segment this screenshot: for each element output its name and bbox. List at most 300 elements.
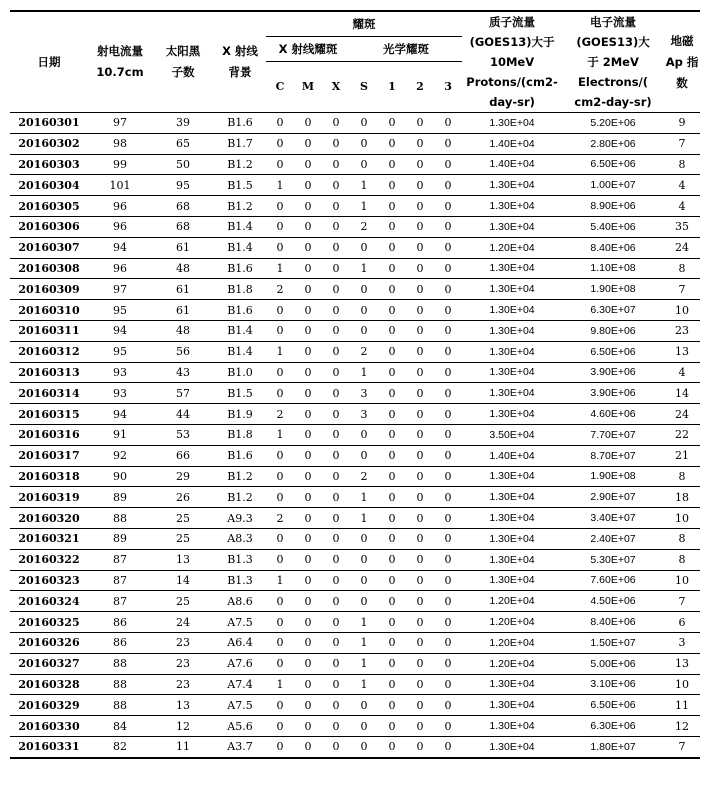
cell-flare-2: 0 xyxy=(406,695,434,716)
cell-proton-flux: 1.40E+04 xyxy=(462,154,562,175)
cell-flare-m: 0 xyxy=(294,424,322,445)
cell-flare-m: 0 xyxy=(294,736,322,757)
cell-electron-flux: 6.50E+06 xyxy=(562,695,664,716)
cell-electron-flux: 1.90E+08 xyxy=(562,279,664,300)
cell-flare-c: 0 xyxy=(266,612,294,633)
cell-flare-3: 0 xyxy=(434,424,462,445)
cell-flare-c: 0 xyxy=(266,487,294,508)
cell-electron-flux: 8.40E+06 xyxy=(562,612,664,633)
cell-flare-2: 0 xyxy=(406,300,434,321)
cell-radio-flux: 95 xyxy=(88,341,152,362)
cell-ap-index: 21 xyxy=(664,445,700,466)
cell-ap-index: 7 xyxy=(664,591,700,612)
cell-flare-x: 0 xyxy=(322,404,350,425)
cell-flare-c: 0 xyxy=(266,154,294,175)
cell-radio-flux: 94 xyxy=(88,237,152,258)
cell-flare-s: 0 xyxy=(350,591,378,612)
header-col-1: 1 xyxy=(378,61,406,112)
cell-proton-flux: 1.20E+04 xyxy=(462,591,562,612)
cell-electron-flux: 7.60E+06 xyxy=(562,570,664,591)
cell-flare-s: 2 xyxy=(350,466,378,487)
cell-sunspots: 61 xyxy=(152,279,214,300)
cell-xray-background: B1.6 xyxy=(214,258,266,279)
cell-radio-flux: 95 xyxy=(88,300,152,321)
cell-flare-x: 0 xyxy=(322,695,350,716)
cell-flare-2: 0 xyxy=(406,424,434,445)
cell-sunspots: 12 xyxy=(152,716,214,737)
header-ap-line3: 数 xyxy=(676,75,688,90)
cell-xray-background: B1.6 xyxy=(214,445,266,466)
cell-sunspots: 56 xyxy=(152,341,214,362)
cell-ap-index: 7 xyxy=(664,133,700,154)
cell-date: 20160315 xyxy=(10,404,88,425)
cell-sunspots: 50 xyxy=(152,154,214,175)
cell-xray-background: B1.6 xyxy=(214,113,266,134)
cell-ap-index: 10 xyxy=(664,570,700,591)
cell-date: 20160326 xyxy=(10,632,88,653)
cell-date: 20160329 xyxy=(10,695,88,716)
cell-xray-background: A3.7 xyxy=(214,736,266,757)
header-sunspots xyxy=(152,11,214,113)
cell-ap-index: 14 xyxy=(664,383,700,404)
cell-flare-s: 0 xyxy=(350,695,378,716)
cell-sunspots: 23 xyxy=(152,653,214,674)
cell-date: 20160325 xyxy=(10,612,88,633)
cell-proton-flux: 1.30E+04 xyxy=(462,362,562,383)
cell-date: 20160317 xyxy=(10,445,88,466)
cell-flare-m: 0 xyxy=(294,258,322,279)
cell-sunspots: 14 xyxy=(152,570,214,591)
cell-radio-flux: 88 xyxy=(88,653,152,674)
cell-flare-s: 0 xyxy=(350,528,378,549)
cell-flare-s: 0 xyxy=(350,133,378,154)
header-col-3: 3 xyxy=(434,61,462,112)
cell-flare-c: 1 xyxy=(266,341,294,362)
cell-flare-c: 0 xyxy=(266,445,294,466)
cell-sunspots: 13 xyxy=(152,695,214,716)
table-row xyxy=(10,632,700,653)
cell-flare-c: 0 xyxy=(266,237,294,258)
cell-flare-1: 0 xyxy=(378,216,406,237)
cell-flare-2: 0 xyxy=(406,341,434,362)
cell-flare-3: 0 xyxy=(434,133,462,154)
table-row xyxy=(10,487,700,508)
table-row xyxy=(10,341,700,362)
cell-sunspots: 23 xyxy=(152,632,214,653)
cell-proton-flux: 1.40E+04 xyxy=(462,133,562,154)
header-ap-index xyxy=(664,11,700,113)
cell-flare-3: 0 xyxy=(434,258,462,279)
cell-radio-flux: 96 xyxy=(88,196,152,217)
header-date: 日期 xyxy=(10,11,88,113)
table-row xyxy=(10,445,700,466)
header-ap-line1: 地磁 xyxy=(670,33,694,48)
cell-sunspots: 26 xyxy=(152,487,214,508)
cell-ap-index: 4 xyxy=(664,175,700,196)
cell-flare-3: 0 xyxy=(434,716,462,737)
cell-xray-background: B1.2 xyxy=(214,154,266,175)
cell-flare-m: 0 xyxy=(294,196,322,217)
cell-flare-m: 0 xyxy=(294,716,322,737)
cell-xray-background: A6.4 xyxy=(214,632,266,653)
cell-radio-flux: 92 xyxy=(88,445,152,466)
cell-proton-flux: 1.30E+04 xyxy=(462,695,562,716)
cell-radio-flux: 101 xyxy=(88,175,152,196)
cell-electron-flux: 2.40E+07 xyxy=(562,528,664,549)
cell-flare-c: 2 xyxy=(266,508,294,529)
cell-flare-c: 0 xyxy=(266,300,294,321)
cell-flare-2: 0 xyxy=(406,591,434,612)
cell-date: 20160301 xyxy=(10,113,88,134)
cell-sunspots: 48 xyxy=(152,258,214,279)
header-electron-line1: 电子流量 xyxy=(590,15,637,29)
cell-flare-s: 0 xyxy=(350,549,378,570)
cell-sunspots: 57 xyxy=(152,383,214,404)
cell-electron-flux: 5.00E+06 xyxy=(562,653,664,674)
cell-flare-2: 0 xyxy=(406,175,434,196)
cell-electron-flux: 1.80E+07 xyxy=(562,736,664,757)
cell-flare-x: 0 xyxy=(322,674,350,695)
cell-flare-3: 0 xyxy=(434,113,462,134)
cell-proton-flux: 1.30E+04 xyxy=(462,383,562,404)
cell-ap-index: 8 xyxy=(664,154,700,175)
cell-electron-flux: 3.40E+07 xyxy=(562,508,664,529)
cell-flare-m: 0 xyxy=(294,570,322,591)
cell-flare-3: 0 xyxy=(434,736,462,757)
cell-xray-background: A7.4 xyxy=(214,674,266,695)
cell-flare-m: 0 xyxy=(294,133,322,154)
cell-ap-index: 11 xyxy=(664,695,700,716)
cell-flare-c: 0 xyxy=(266,549,294,570)
cell-flare-s: 1 xyxy=(350,487,378,508)
cell-flare-2: 0 xyxy=(406,196,434,217)
cell-sunspots: 44 xyxy=(152,404,214,425)
cell-flare-x: 0 xyxy=(322,362,350,383)
cell-proton-flux: 1.20E+04 xyxy=(462,653,562,674)
cell-flare-c: 2 xyxy=(266,404,294,425)
cell-flare-s: 2 xyxy=(350,341,378,362)
cell-flare-3: 0 xyxy=(434,175,462,196)
cell-flare-s: 0 xyxy=(350,300,378,321)
cell-proton-flux: 1.30E+04 xyxy=(462,716,562,737)
cell-flare-3: 0 xyxy=(434,237,462,258)
header-xray-bg-line2: 背景 xyxy=(228,65,252,79)
cell-flare-x: 0 xyxy=(322,237,350,258)
cell-date: 20160322 xyxy=(10,549,88,570)
cell-flare-1: 0 xyxy=(378,237,406,258)
cell-flare-1: 0 xyxy=(378,362,406,383)
cell-date: 20160320 xyxy=(10,508,88,529)
cell-flare-1: 0 xyxy=(378,341,406,362)
cell-flare-m: 0 xyxy=(294,466,322,487)
cell-flare-x: 0 xyxy=(322,591,350,612)
cell-flare-1: 0 xyxy=(378,570,406,591)
cell-radio-flux: 99 xyxy=(88,154,152,175)
cell-proton-flux: 1.30E+04 xyxy=(462,113,562,134)
cell-flare-m: 0 xyxy=(294,508,322,529)
cell-flare-3: 0 xyxy=(434,695,462,716)
cell-date: 20160313 xyxy=(10,362,88,383)
cell-ap-index: 13 xyxy=(664,653,700,674)
cell-flare-s: 3 xyxy=(350,404,378,425)
cell-xray-background: B1.4 xyxy=(214,341,266,362)
cell-electron-flux: 2.90E+07 xyxy=(562,487,664,508)
cell-proton-flux: 1.30E+04 xyxy=(462,196,562,217)
cell-flare-2: 0 xyxy=(406,528,434,549)
cell-flare-2: 0 xyxy=(406,362,434,383)
cell-flare-2: 0 xyxy=(406,466,434,487)
cell-ap-index: 22 xyxy=(664,424,700,445)
cell-flare-m: 0 xyxy=(294,154,322,175)
cell-flare-x: 0 xyxy=(322,383,350,404)
table-row xyxy=(10,175,700,196)
cell-proton-flux: 1.30E+04 xyxy=(462,258,562,279)
cell-sunspots: 53 xyxy=(152,424,214,445)
cell-ap-index: 8 xyxy=(664,528,700,549)
table-row xyxy=(10,383,700,404)
cell-date: 20160321 xyxy=(10,528,88,549)
cell-electron-flux: 4.60E+06 xyxy=(562,404,664,425)
cell-ap-index: 8 xyxy=(664,258,700,279)
cell-flare-3: 0 xyxy=(434,404,462,425)
header-radio-flux-line1: 射电流量 xyxy=(97,44,143,58)
cell-electron-flux: 2.80E+06 xyxy=(562,133,664,154)
cell-radio-flux: 87 xyxy=(88,549,152,570)
cell-proton-flux: 1.30E+04 xyxy=(462,279,562,300)
table-row xyxy=(10,320,700,341)
cell-flare-3: 0 xyxy=(434,612,462,633)
cell-flare-x: 0 xyxy=(322,196,350,217)
cell-proton-flux: 1.30E+04 xyxy=(462,549,562,570)
cell-flare-3: 0 xyxy=(434,674,462,695)
cell-flare-c: 0 xyxy=(266,320,294,341)
cell-flare-x: 0 xyxy=(322,528,350,549)
cell-ap-index: 18 xyxy=(664,487,700,508)
cell-flare-c: 1 xyxy=(266,570,294,591)
header-electron-line5: cm2-day-sr) xyxy=(574,95,652,109)
cell-date: 20160310 xyxy=(10,300,88,321)
cell-flare-s: 2 xyxy=(350,216,378,237)
cell-flare-3: 0 xyxy=(434,279,462,300)
cell-flare-s: 0 xyxy=(350,445,378,466)
cell-xray-background: B1.2 xyxy=(214,466,266,487)
cell-flare-2: 0 xyxy=(406,445,434,466)
cell-xray-background: A7.6 xyxy=(214,653,266,674)
cell-flare-1: 0 xyxy=(378,175,406,196)
cell-flare-m: 0 xyxy=(294,674,322,695)
cell-radio-flux: 96 xyxy=(88,258,152,279)
cell-flare-1: 0 xyxy=(378,736,406,757)
cell-flare-x: 0 xyxy=(322,341,350,362)
cell-proton-flux: 1.30E+04 xyxy=(462,674,562,695)
cell-flare-x: 0 xyxy=(322,612,350,633)
table-row xyxy=(10,279,700,300)
cell-flare-x: 0 xyxy=(322,175,350,196)
cell-xray-background: A7.5 xyxy=(214,695,266,716)
cell-electron-flux: 5.30E+07 xyxy=(562,549,664,570)
cell-flare-c: 0 xyxy=(266,113,294,134)
cell-xray-background: B1.5 xyxy=(214,383,266,404)
cell-electron-flux: 5.20E+06 xyxy=(562,113,664,134)
cell-flare-s: 1 xyxy=(350,674,378,695)
cell-ap-index: 7 xyxy=(664,279,700,300)
cell-ap-index: 35 xyxy=(664,216,700,237)
table-row xyxy=(10,133,700,154)
cell-flare-1: 0 xyxy=(378,300,406,321)
cell-flare-3: 0 xyxy=(434,528,462,549)
cell-ap-index: 12 xyxy=(664,716,700,737)
cell-xray-background: A5.6 xyxy=(214,716,266,737)
cell-flare-1: 0 xyxy=(378,279,406,300)
cell-electron-flux: 3.10E+06 xyxy=(562,674,664,695)
table-row xyxy=(10,549,700,570)
cell-flare-1: 0 xyxy=(378,320,406,341)
cell-date: 20160327 xyxy=(10,653,88,674)
cell-proton-flux: 1.30E+04 xyxy=(462,320,562,341)
header-proton-line3: 10MeV xyxy=(489,55,535,69)
cell-flare-x: 0 xyxy=(322,300,350,321)
cell-date: 20160302 xyxy=(10,133,88,154)
cell-proton-flux: 3.50E+04 xyxy=(462,424,562,445)
cell-date: 20160304 xyxy=(10,175,88,196)
cell-date: 20160324 xyxy=(10,591,88,612)
cell-electron-flux: 4.50E+06 xyxy=(562,591,664,612)
cell-xray-background: A8.6 xyxy=(214,591,266,612)
cell-flare-2: 0 xyxy=(406,612,434,633)
cell-flare-x: 0 xyxy=(322,258,350,279)
cell-sunspots: 23 xyxy=(152,674,214,695)
cell-flare-x: 0 xyxy=(322,570,350,591)
cell-electron-flux: 1.50E+07 xyxy=(562,632,664,653)
header-xray-background xyxy=(214,11,266,113)
cell-sunspots: 43 xyxy=(152,362,214,383)
cell-xray-background: A7.5 xyxy=(214,612,266,633)
cell-xray-background: B1.0 xyxy=(214,362,266,383)
cell-flare-s: 1 xyxy=(350,362,378,383)
cell-radio-flux: 90 xyxy=(88,466,152,487)
cell-flare-2: 0 xyxy=(406,487,434,508)
cell-flare-1: 0 xyxy=(378,528,406,549)
cell-date: 20160323 xyxy=(10,570,88,591)
cell-flare-1: 0 xyxy=(378,258,406,279)
cell-sunspots: 61 xyxy=(152,300,214,321)
cell-date: 20160312 xyxy=(10,341,88,362)
cell-flare-2: 0 xyxy=(406,237,434,258)
cell-ap-index: 9 xyxy=(664,113,700,134)
cell-ap-index: 24 xyxy=(664,404,700,425)
cell-flare-2: 0 xyxy=(406,383,434,404)
cell-flare-c: 1 xyxy=(266,258,294,279)
cell-flare-1: 0 xyxy=(378,424,406,445)
cell-flare-x: 0 xyxy=(322,445,350,466)
header-radio-flux xyxy=(88,11,152,113)
cell-flare-s: 0 xyxy=(350,237,378,258)
cell-proton-flux: 1.30E+04 xyxy=(462,404,562,425)
cell-ap-index: 13 xyxy=(664,341,700,362)
cell-flare-1: 0 xyxy=(378,196,406,217)
cell-sunspots: 25 xyxy=(152,591,214,612)
table-row xyxy=(10,653,700,674)
cell-flare-2: 0 xyxy=(406,404,434,425)
cell-date: 20160330 xyxy=(10,716,88,737)
cell-flare-3: 0 xyxy=(434,632,462,653)
cell-flare-m: 0 xyxy=(294,320,322,341)
cell-flare-2: 0 xyxy=(406,113,434,134)
cell-flare-2: 0 xyxy=(406,674,434,695)
header-electron-line3: 于 2MeV xyxy=(587,55,639,69)
cell-date: 20160319 xyxy=(10,487,88,508)
cell-flare-1: 0 xyxy=(378,695,406,716)
cell-flare-3: 0 xyxy=(434,487,462,508)
cell-flare-m: 0 xyxy=(294,216,322,237)
cell-flare-s: 0 xyxy=(350,736,378,757)
cell-proton-flux: 1.30E+04 xyxy=(462,300,562,321)
cell-flare-2: 0 xyxy=(406,716,434,737)
cell-flare-c: 0 xyxy=(266,736,294,757)
cell-flare-m: 0 xyxy=(294,487,322,508)
cell-electron-flux: 8.40E+06 xyxy=(562,237,664,258)
cell-flare-3: 0 xyxy=(434,216,462,237)
table-row xyxy=(10,196,700,217)
header-col-2: 2 xyxy=(406,61,434,112)
cell-radio-flux: 86 xyxy=(88,612,152,633)
cell-flare-1: 0 xyxy=(378,445,406,466)
cell-flare-c: 0 xyxy=(266,196,294,217)
cell-electron-flux: 7.70E+07 xyxy=(562,424,664,445)
cell-ap-index: 10 xyxy=(664,674,700,695)
cell-flare-2: 0 xyxy=(406,653,434,674)
cell-flare-c: 2 xyxy=(266,279,294,300)
cell-flare-3: 0 xyxy=(434,300,462,321)
cell-xray-background: B1.3 xyxy=(214,549,266,570)
cell-flare-s: 1 xyxy=(350,632,378,653)
cell-flare-x: 0 xyxy=(322,736,350,757)
cell-flare-2: 0 xyxy=(406,154,434,175)
cell-proton-flux: 1.20E+04 xyxy=(462,632,562,653)
cell-flare-m: 0 xyxy=(294,341,322,362)
cell-electron-flux: 6.50E+06 xyxy=(562,341,664,362)
cell-radio-flux: 93 xyxy=(88,383,152,404)
cell-flare-m: 0 xyxy=(294,653,322,674)
table-row xyxy=(10,674,700,695)
cell-sunspots: 65 xyxy=(152,133,214,154)
cell-flare-s: 3 xyxy=(350,383,378,404)
cell-electron-flux: 1.10E+08 xyxy=(562,258,664,279)
table-body xyxy=(10,113,700,758)
cell-proton-flux: 1.30E+04 xyxy=(462,341,562,362)
cell-flare-s: 0 xyxy=(350,716,378,737)
cell-flare-s: 0 xyxy=(350,154,378,175)
cell-xray-background: A8.3 xyxy=(214,528,266,549)
cell-flare-s: 1 xyxy=(350,196,378,217)
cell-flare-c: 1 xyxy=(266,424,294,445)
cell-flare-x: 0 xyxy=(322,320,350,341)
cell-proton-flux: 1.30E+04 xyxy=(462,736,562,757)
cell-flare-m: 0 xyxy=(294,362,322,383)
cell-flare-s: 0 xyxy=(350,424,378,445)
header-radio-flux-line2: 10.7cm xyxy=(96,65,144,79)
cell-flare-m: 0 xyxy=(294,445,322,466)
cell-sunspots: 13 xyxy=(152,549,214,570)
table-row xyxy=(10,424,700,445)
cell-ap-index: 4 xyxy=(664,362,700,383)
cell-proton-flux: 1.40E+04 xyxy=(462,445,562,466)
cell-xray-background: B1.7 xyxy=(214,133,266,154)
cell-date: 20160311 xyxy=(10,320,88,341)
cell-flare-x: 0 xyxy=(322,279,350,300)
cell-proton-flux: 1.30E+04 xyxy=(462,466,562,487)
cell-flare-s: 1 xyxy=(350,175,378,196)
